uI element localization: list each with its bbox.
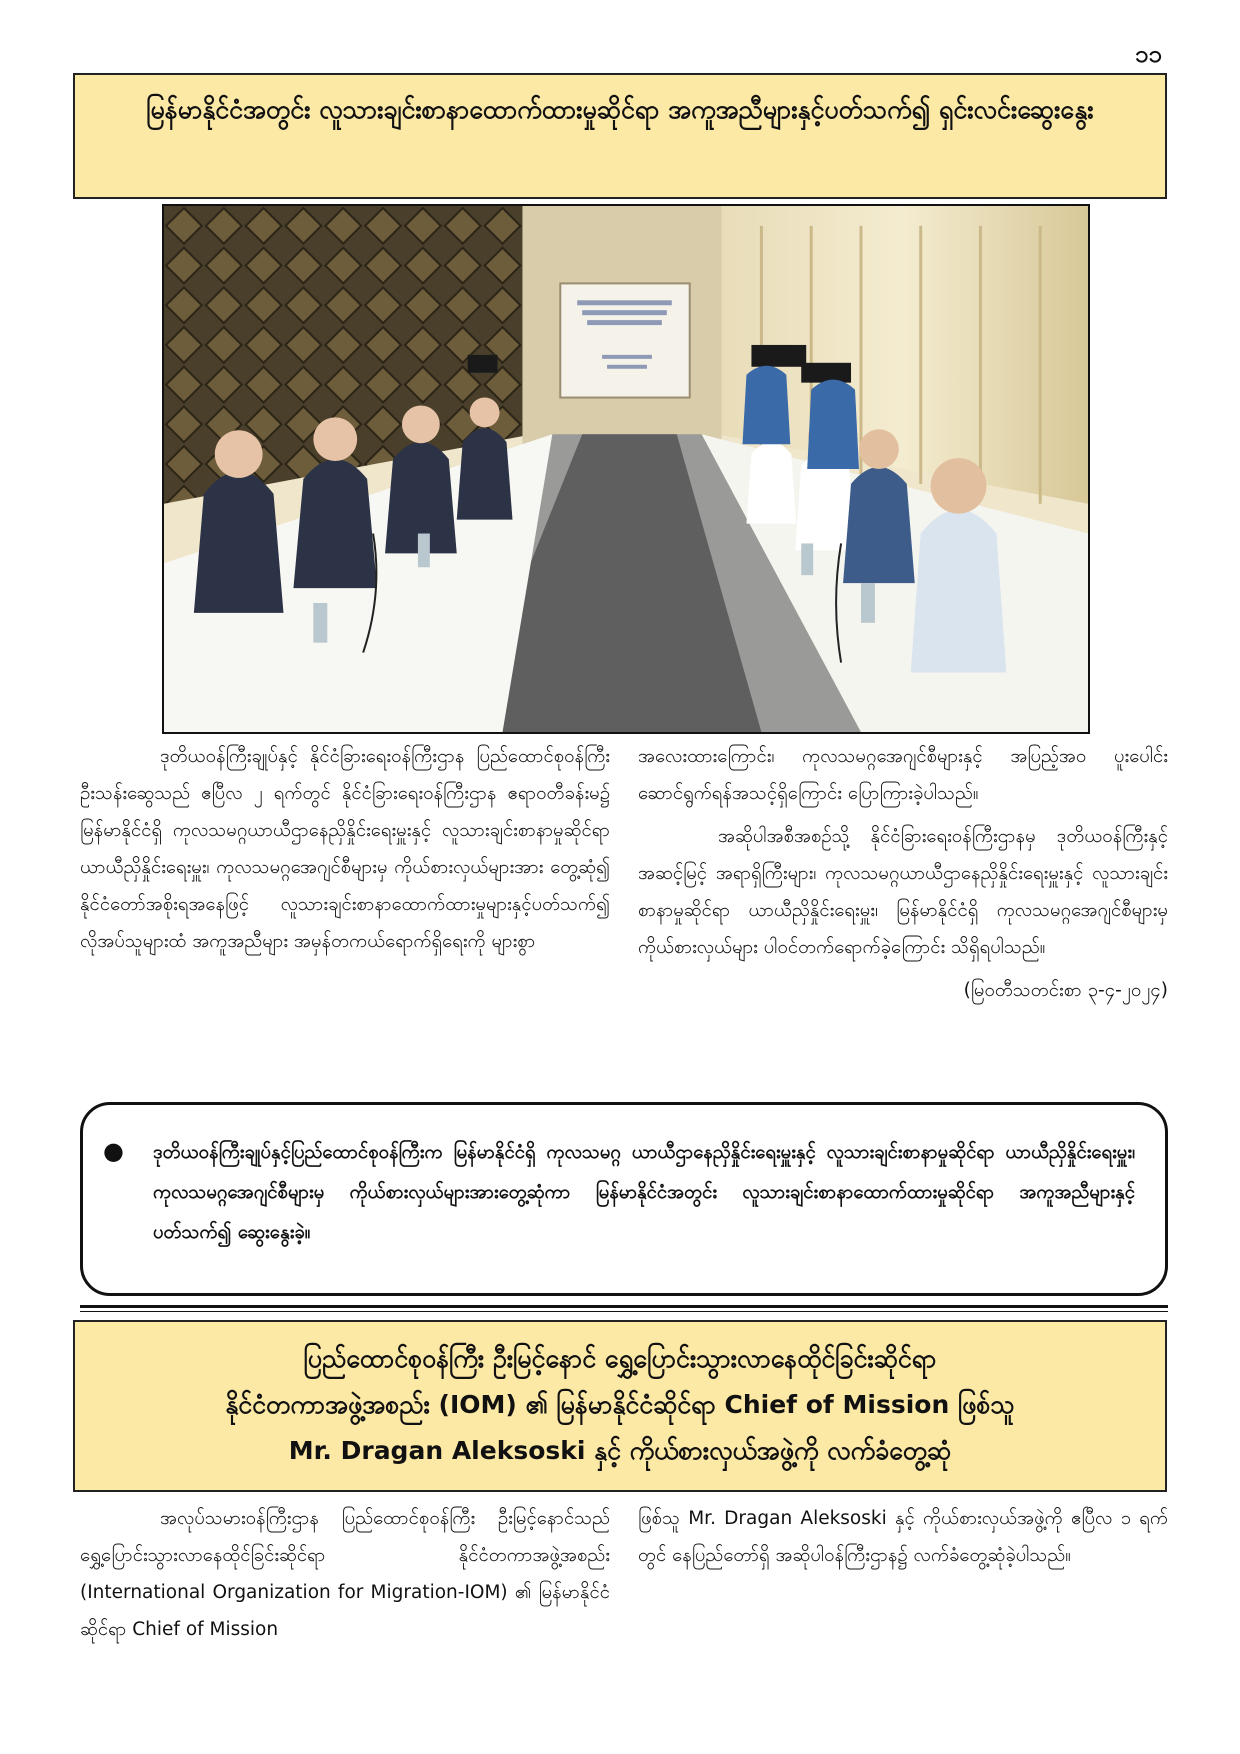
page-number: ၁၁ <box>1135 40 1162 68</box>
article2-right-paragraph: ဖြစ်သူ Mr. Dragan Aleksoski နှင့် ကိုယ်စားလှယ်အဖွဲ့ကို ဧပြီလ ၁ ရက်တွင် နေပြည်တော်ရှိ အဆိုပါဝန်ကြီးဌာန၌ လက်ခံတွေ့ဆုံခဲ့ပါသည်။ <box>638 1508 1168 1566</box>
article2-title-line-2: နိုင်ငံတကာအဖွဲ့အစည်း (IOM) ၏ မြန်မာနိုင်ငံဆိုင်ရာ Chief of Mission ဖြစ်သူ <box>225 1390 1015 1419</box>
article2-title-line-3: Mr. Dragan Aleksoski နှင့် ကိုယ်စားလှယ်အဖွဲ့ကို လက်ခံတွေ့ဆုံ <box>288 1436 952 1465</box>
article1-title: မြန်မာနိုင်ငံအတွင်း လူသားချင်းစာနာထောက်ထားမှုဆိုင်ရာ အကူအညီများနှင့်ပတ်သက်၍ ရှင်းလင်းဆွေးနွေး <box>73 73 1167 199</box>
meeting-photo <box>162 204 1090 734</box>
article2-left-paragraph: အလုပ်သမားဝန်ကြီးဌာန ပြည်ထောင်စုဝန်ကြီး ဦးမြင့်နောင်သည် ရွှေ့ပြောင်းသွားလာနေထိုင်ခြင်းဆိုင်ရာ နိုင်ငံတကာအဖွဲ့အစည်း (International Organization for Migration-IOM) ၏ မြန်မာနိုင်ငံဆိုင်ရာ Chief of Mission <box>80 1508 610 1640</box>
article1-right-paragraph-2: အဆိုပါအစီအစဉ်သို့ နိုင်ငံခြားရေးဝန်ကြီးဌာနမှ ဒုတိယဝန်ကြီးနှင့် အဆင့်မြင့် အရာရှိကြီးများ၊ ကုလသမဂ္ဂယာယီဌာနေညှိနှိုင်းရေးမှူးနှင့် လူသားချင်းစာနာမှုဆိုင်ရာ ယာယီညှိနှိုင်းရေးမှူး၊ မြန်မာနိုင်ငံရှိ ကုလသမဂ္ဂအေဂျင်စီများမှ ကိုယ်စားလှယ်များ ပါဝင်တက်ရောက်ခဲ့ကြောင်း သိရှိရပါသည်။ <box>638 826 1168 958</box>
article2-left-column <box>80 1500 610 1660</box>
article1-right-column <box>638 738 1168 1088</box>
article2-title <box>73 1320 1167 1492</box>
section-divider-thin <box>80 1311 1168 1312</box>
article1-source: (မြဝတီသတင်းစာ ၃-၄-၂၀၂၄) <box>963 980 1168 1001</box>
summary-text: ဒုတိယဝန်ကြီးချုပ်နှင့်ပြည်ထောင်စုဝန်ကြီးက မြန်မာနိုင်ငံရှိ ကုလသမဂ္ဂ ယာယီဌာနေညှိနှိုင်းရေးမှူးနှင့် လူသားချင်းစာနာမှုဆိုင်ရာ ယာယီညှိနှိုင်းရေးမှူး၊ ကုလသမဂ္ဂအေဂျင်စီများမှ ကိုယ်စားလှယ်များအားတွေ့ဆုံကာ မြန်မာနိုင်ငံအတွင်း လူသားချင်းစာနာထောက်ထားမှုဆိုင်ရာ အကူအညီများနှင့်ပတ်သက်၍ ဆွေးနွေးခဲ့။ <box>153 1142 1135 1243</box>
summary-box <box>80 1102 1168 1296</box>
article1-right-paragraph-1: အလေးထားကြောင်း၊ ကုလသမဂ္ဂအေဂျင်စီများနှင့် အပြည့်အဝ ပူးပေါင်းဆောင်ရွက်ရန်အသင့်ရှိကြောင်း ပြောကြားခဲ့ပါသည်။ <box>638 746 1168 804</box>
article1-left-paragraph: ဒုတိယဝန်ကြီးချုပ်နှင့် နိုင်ငံခြားရေးဝန်ကြီးဌာန ပြည်ထောင်စုဝန်ကြီး ဦးသန်းဆွေသည် ဧပြီလ ၂ ရက်တွင် နိုင်ငံခြားရေးဝန်ကြီးဌာန ဧရာဝတီခန်းမ၌ မြန်မာနိုင်ငံရှိ ကုလသမဂ္ဂယာယီဌာနေညှိနှိုင်းရေးမှူးနှင့် လူသားချင်းစာနာမှုဆိုင်ရာ ယာယီညှိနှိုင်းရေးမှူး၊ ကုလသမဂ္ဂအေဂျင်စီများမှ ကိုယ်စားလှယ်များအား တွေ့ဆုံ၍ နိုင်ငံတော်အစိုးရအနေဖြင့် လူသားချင်းစာနာထောက်ထားမှုများနှင့်ပတ်သက်၍ လိုအပ်သူများထံ အကူအညီများ အမှန်တကယ်ရောက်ရှိရေးကို များစွာ <box>80 746 610 952</box>
article2-right-column <box>638 1500 1168 1660</box>
bullet-icon: ● <box>103 1137 124 1165</box>
section-divider <box>80 1305 1168 1308</box>
article2-title-line-1: ပြည်ထောင်စုဝန်ကြီး ဦးမြင့်နောင် ရွှေ့ပြောင်းသွားလာနေထိုင်ခြင်းဆိုင်ရာ <box>303 1344 937 1373</box>
article1-left-column <box>80 738 610 1078</box>
